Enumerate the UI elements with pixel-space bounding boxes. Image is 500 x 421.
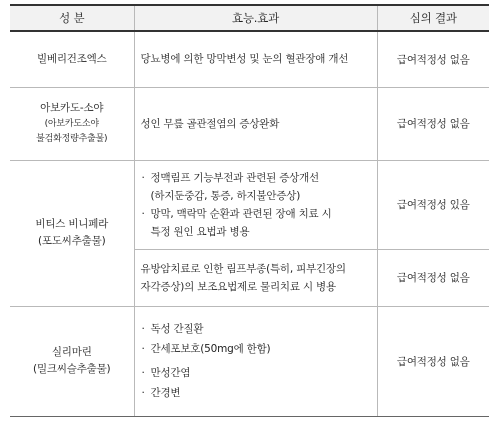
header-result: 심의 결과 [377,5,489,31]
ingredient-name: 실리마린 [51,346,92,358]
efficacy-list [141,169,371,241]
ingredient-subname: (포도씨추출물) [38,235,106,247]
efficacy-cell [134,249,377,306]
header-row [10,5,489,31]
table-row [10,87,489,160]
ingredient-cell [10,306,134,416]
ingredient-name: 아보카도-소야 [40,102,104,114]
ingredient-subname: (밀크씨슬추출물) [33,363,111,375]
table-row [10,160,489,249]
result-text: 급여적정성 없음 [377,31,489,87]
table-row [10,306,489,416]
ingredient-subname: 불검화정량추출물) [36,134,108,144]
list-item: · 만성간염 [141,364,371,382]
result-text: 급여적정성 없음 [377,306,489,416]
efficacy-list [141,320,371,402]
ingredient-subname: (아보카도소야 [44,119,99,129]
list-item: · 독성 간질환 [141,320,371,338]
ingredient-cell [10,87,134,160]
list-item: · 망막, 맥락막 순환과 관련된 장애 치료 시 특정 원인 요법과 병용 [141,205,371,241]
ingredient-cell [10,160,134,306]
efficacy-line: 자각증상)의 보조요법제로 물리치료 시 병용 [140,280,336,293]
list-item: · 간세포보호(50mg에 한함) [141,340,371,358]
header-ingredient: 성 분 [10,5,134,31]
result-text: 급여적정성 있음 [377,160,489,249]
header-efficacy: 효능.효과 [134,5,377,31]
efficacy-text: 성인 무릎 골관절염의 증상완화 [134,87,377,160]
ingredient-name: 빌베리건조엑스 [10,31,134,87]
review-table [10,4,489,417]
result-text: 급여적정성 없음 [377,249,489,306]
table-row [10,31,489,87]
efficacy-cell [134,160,377,249]
list-item: · 정맥림프 기능부전과 관련된 증상개선 (하지둔중감, 통증, 하지불안증상) [141,169,371,205]
list-item: · 간경변 [141,384,371,402]
ingredient-name: 비티스 비니페라 [35,218,109,230]
efficacy-text: 당뇨병에 의한 망막변성 및 눈의 혈관장애 개선 [134,31,377,87]
result-text: 급여적정성 없음 [377,87,489,160]
efficacy-cell [134,306,377,416]
efficacy-line: 유방암치료로 인한 림프부종(특히, 피부긴장의 [140,262,346,275]
